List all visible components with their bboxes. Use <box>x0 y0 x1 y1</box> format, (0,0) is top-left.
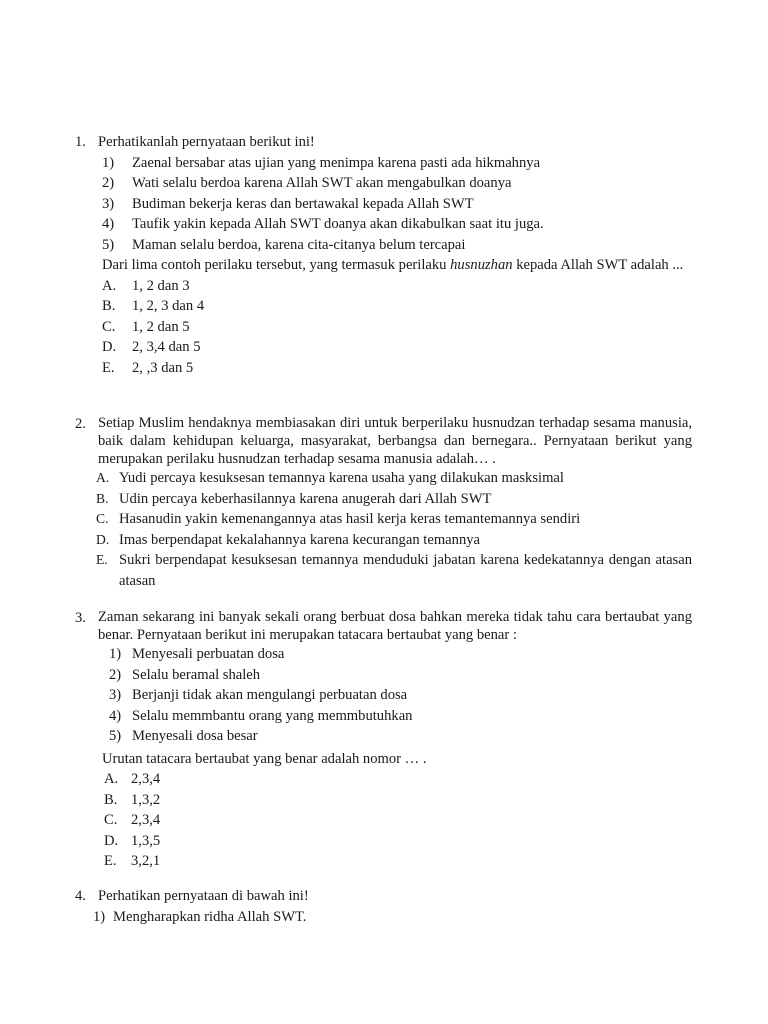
answer-option[interactable]: D. Imas berpendapat kekalahannya karena kecurangan temannya <box>96 531 481 548</box>
answer-option[interactable]: A. 1, 2 dan 3 <box>102 277 190 294</box>
statement-list <box>102 153 692 256</box>
statement-item: 2) Wati selalu berdoa karena Allah SWT akan mengabulkan doanya <box>102 175 512 191</box>
question-prompt: Setiap Muslim hendaknya membiasakan diri untuk berperilaku husnudzan terhadap sesama manusia, baik dalam kehidupan keluarga, masyarakat, berbangsa dan bernegara.. Pernyataan berikut yang merupakan perilaku husnudzan terhadap sesama manusia adalah… . <box>98 415 692 467</box>
option-list <box>102 276 692 379</box>
statement-list <box>109 644 692 747</box>
question-number: 2. <box>75 416 86 432</box>
statement-list <box>93 907 692 928</box>
answer-option[interactable]: E. Sukri berpendapat kesuksesan temannya menduduki jabatan karena kedekatannya dengan atasan atasan <box>96 552 692 589</box>
answer-option[interactable]: B. 1,3,2 <box>104 791 161 808</box>
answer-option[interactable]: B. Udin percaya keberhasilannya karena anugerah dari Allah SWT <box>96 490 492 507</box>
statement-item: 4) Taufik yakin kepada Allah SWT doanya akan dikabulkan saat itu juga. <box>102 216 544 232</box>
question-2 <box>75 414 692 591</box>
answer-option[interactable]: C. 1, 2 dan 5 <box>102 318 190 335</box>
option-list <box>96 468 692 591</box>
answer-option[interactable]: C. 2,3,4 <box>104 812 161 828</box>
statement-item: 4) Selalu memmbantu orang yang memmbutuhkan <box>109 707 413 724</box>
stem-italic-term: husnuzhan <box>450 257 513 273</box>
option-list <box>104 769 692 872</box>
answer-option[interactable]: B. 1, 2, 3 dan 4 <box>102 298 205 314</box>
answer-option[interactable]: E. 2, ,3 dan 5 <box>102 359 194 376</box>
statement-item: 5) Menyesali dosa besar <box>109 728 258 744</box>
statement-item: 5) Maman selalu berdoa, karena cita-citanya belum tercapai <box>102 236 466 253</box>
answer-option[interactable]: E. 3,2,1 <box>104 853 161 869</box>
question-prompt: Zaman sekarang ini banyak sekali orang berbuat dosa bahkan mereka tidak tahu cara bertaubat yang benar. Pernyataan berikut ini merupakan tatacara bertaubat yang benar : <box>98 609 692 643</box>
question-prompt: Perhatikan pernyataan di bawah ini! <box>98 888 309 904</box>
answer-option[interactable]: D. 2, 3,4 dan 5 <box>102 339 201 355</box>
statement-item: 1) Menyesali perbuatan dosa <box>109 646 285 662</box>
statement-item: 1) Mengharapkan ridha Allah SWT. <box>93 908 307 925</box>
question-number: 3. <box>75 610 86 626</box>
question-3 <box>75 608 692 872</box>
answer-option[interactable]: A. Yudi percaya kesuksesan temannya karena usaha yang dilakukan masksimal <box>96 470 564 486</box>
statement-item: 3) Berjanji tidak akan mengulangi perbuatan dosa <box>109 687 408 703</box>
question-1 <box>75 132 692 378</box>
question-stem: Dari lima contoh perilaku tersebut, yang termasuk perilaku husnuzhan kepada Allah SWT adalah ... <box>102 257 684 273</box>
question-4 <box>75 886 692 927</box>
statement-item: 2) Selalu beramal shaleh <box>109 666 261 683</box>
question-stem: Urutan tatacara bertaubat yang benar adalah nomor … . <box>102 750 427 767</box>
answer-option[interactable]: D. 1,3,5 <box>104 832 161 849</box>
question-number: 4. <box>75 888 86 904</box>
statement-item: 1) Zaenal bersabar atas ujian yang menimpa karena pasti ada hikmahnya <box>102 154 541 171</box>
question-prompt: Perhatikanlah pernyataan berikut ini! <box>98 134 315 150</box>
statement-item: 3) Budiman bekerja keras dan bertawakal kepada Allah SWT <box>102 195 474 212</box>
question-number: 1. <box>75 134 86 150</box>
answer-option[interactable]: A. 2,3,4 <box>104 771 161 787</box>
answer-option[interactable]: C. Hasanudin yakin kemenangannya atas hasil kerja keras temantemannya sendiri <box>96 511 581 527</box>
